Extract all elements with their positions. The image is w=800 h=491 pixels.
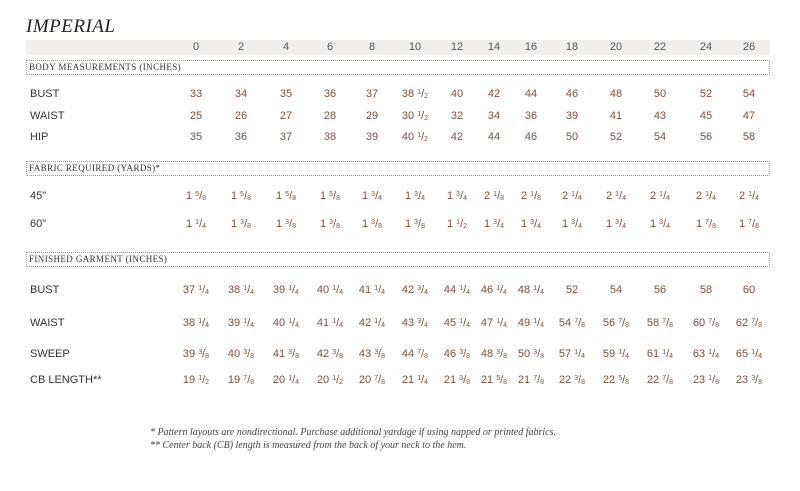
row-label: HIP bbox=[30, 131, 49, 143]
measurement-cell: 19 $^1/_2$ bbox=[182, 374, 210, 386]
measurement-cell: 27 bbox=[279, 110, 293, 122]
measurement-cell: 41 $^3/_8$ bbox=[272, 348, 300, 360]
measurement-cell: 43 bbox=[653, 110, 667, 122]
measurement-cell: 43 $^3/_8$ bbox=[358, 348, 386, 360]
measurement-cell: 20 $^7/_8$ bbox=[358, 374, 386, 386]
size-header-18: 18 bbox=[565, 41, 579, 53]
size-header-26: 26 bbox=[742, 41, 756, 53]
measurement-cell: 50 bbox=[565, 131, 579, 143]
measurement-cell: 26 bbox=[234, 110, 248, 122]
measurement-cell: 21 $^5/_8$ bbox=[480, 374, 508, 386]
measurement-cell: 1 $^5/_8$ bbox=[319, 190, 341, 202]
measurement-cell: 1 $^7/_8$ bbox=[695, 218, 717, 230]
footnotes bbox=[150, 426, 556, 452]
measurement-cell: 47 bbox=[742, 110, 756, 122]
measurement-cell: 57 $^1/_4$ bbox=[558, 348, 586, 360]
section-label-finished: FINISHED GARMENT (INCHES) bbox=[29, 253, 170, 266]
measurement-cell: 34 bbox=[234, 88, 248, 100]
measurement-cell: 37 bbox=[365, 88, 379, 100]
size-header-8: 8 bbox=[368, 41, 376, 53]
measurement-cell: 20 $^1/_2$ bbox=[316, 374, 344, 386]
size-header-14: 14 bbox=[487, 41, 501, 53]
measurement-cell: 1 $^3/_4$ bbox=[404, 190, 426, 202]
measurement-cell: 1 $^3/_8$ bbox=[275, 218, 297, 230]
measurement-cell: 59 $^1/_4$ bbox=[602, 348, 630, 360]
measurement-cell: 1 $^3/_4$ bbox=[520, 218, 542, 230]
measurement-cell: 1 $^3/_4$ bbox=[649, 218, 671, 230]
row-label: CB LENGTH** bbox=[30, 374, 102, 386]
row-label: BUST bbox=[30, 284, 60, 296]
measurement-cell: 48 $^1/_4$ bbox=[517, 284, 545, 296]
measurement-cell: 39 $^3/_8$ bbox=[182, 348, 210, 360]
section-label-body: BODY MEASUREMENTS (INCHES) bbox=[29, 61, 184, 74]
measurement-cell: 36 bbox=[323, 88, 337, 100]
measurement-cell: 23 $^3/_8$ bbox=[735, 374, 763, 386]
measurement-cell: 58 bbox=[742, 131, 756, 143]
measurement-cell: 63 $^1/_4$ bbox=[692, 348, 720, 360]
measurement-cell: 56 $^7/_8$ bbox=[602, 317, 630, 329]
measurement-cell: 1 $^1/_2$ bbox=[446, 218, 468, 230]
measurement-cell: 1 $^3/_4$ bbox=[561, 218, 583, 230]
measurement-cell: 60 $^7/_8$ bbox=[692, 317, 720, 329]
measurement-cell: 30 $^1/_2$ bbox=[401, 110, 429, 122]
row-label: WAIST bbox=[30, 317, 65, 329]
measurement-cell: 65 $^1/_4$ bbox=[735, 348, 763, 360]
measurement-cell: 44 bbox=[487, 131, 501, 143]
measurement-cell: 52 bbox=[565, 284, 579, 296]
measurement-cell: 28 bbox=[323, 110, 337, 122]
measurement-cell: 1 $^1/_4$ bbox=[185, 218, 207, 230]
measurement-cell: 45 $^1/_4$ bbox=[443, 317, 471, 329]
measurement-cell: 48 bbox=[609, 88, 623, 100]
measurement-cell: 39 $^1/_4$ bbox=[227, 317, 255, 329]
measurement-cell: 38 bbox=[323, 131, 337, 143]
section-fabric-required bbox=[26, 161, 770, 176]
measurement-cell: 40 bbox=[450, 88, 464, 100]
size-header-12: 12 bbox=[450, 41, 464, 53]
size-header-6: 6 bbox=[326, 41, 334, 53]
measurement-cell: 47 $^1/_4$ bbox=[480, 317, 508, 329]
measurement-cell: 52 bbox=[699, 88, 713, 100]
measurement-cell: 54 $^7/_8$ bbox=[558, 317, 586, 329]
size-header-22: 22 bbox=[653, 41, 667, 53]
row-label: 60" bbox=[30, 218, 47, 230]
measurement-cell: 37 bbox=[279, 131, 293, 143]
measurement-cell: 39 bbox=[565, 110, 579, 122]
measurement-cell: 38 $^1/_2$ bbox=[401, 88, 429, 100]
row-label: SWEEP bbox=[30, 348, 70, 360]
measurement-cell: 34 bbox=[487, 110, 501, 122]
measurement-cell: 62 $^7/_8$ bbox=[735, 317, 763, 329]
measurement-cell: 1 $^3/_8$ bbox=[230, 218, 252, 230]
measurement-cell: 2 $^1/_4$ bbox=[649, 190, 671, 202]
measurement-cell: 42 $^1/_4$ bbox=[358, 317, 386, 329]
measurement-cell: 44 bbox=[524, 88, 538, 100]
measurement-cell: 42 $^3/_8$ bbox=[316, 348, 344, 360]
measurement-cell: 1 $^3/_4$ bbox=[483, 218, 505, 230]
footnote-fabric: * Pattern layouts are nondirectional. Purchase additional yardage if using napped or printed fabrics. bbox=[150, 427, 556, 438]
measurement-cell: 40 $^3/_8$ bbox=[227, 348, 255, 360]
measurement-cell: 21 $^7/_8$ bbox=[517, 374, 545, 386]
measurement-cell: 58 $^7/_8$ bbox=[646, 317, 674, 329]
measurement-cell: 54 bbox=[742, 88, 756, 100]
measurement-cell: 1 $^3/_8$ bbox=[404, 218, 426, 230]
size-header-4: 4 bbox=[282, 41, 290, 53]
measurement-cell: 40 $^1/_4$ bbox=[316, 284, 344, 296]
row-label: WAIST bbox=[30, 110, 65, 122]
measurement-cell: 33 bbox=[189, 88, 203, 100]
measurement-cell: 22 $^7/_8$ bbox=[646, 374, 674, 386]
measurement-cell: 36 bbox=[524, 110, 538, 122]
measurement-cell: 41 bbox=[609, 110, 623, 122]
measurement-cell: 54 bbox=[609, 284, 623, 296]
measurement-cell: 25 bbox=[189, 110, 203, 122]
measurement-cell: 1 $^5/_8$ bbox=[275, 190, 297, 202]
measurement-cell: 42 bbox=[487, 88, 501, 100]
measurement-cell: 46 bbox=[565, 88, 579, 100]
measurement-cell: 32 bbox=[450, 110, 464, 122]
measurement-cell: 58 bbox=[699, 284, 713, 296]
measurement-cell: 1 $^3/_8$ bbox=[361, 218, 383, 230]
measurement-cell: 1 $^3/_4$ bbox=[361, 190, 383, 202]
measurement-cell: 2 $^1/_4$ bbox=[561, 190, 583, 202]
measurement-cell: 38 $^1/_4$ bbox=[182, 317, 210, 329]
measurement-cell: 1 $^5/_8$ bbox=[185, 190, 207, 202]
measurement-cell: 29 bbox=[365, 110, 379, 122]
section-body-measurements bbox=[26, 60, 770, 75]
section-label-fabric: FABRIC REQUIRED (YARDS)* bbox=[29, 162, 163, 175]
measurement-cell: 2 $^1/_4$ bbox=[695, 190, 717, 202]
measurement-cell: 43 $^3/_4$ bbox=[401, 317, 429, 329]
measurement-cell: 56 bbox=[653, 284, 667, 296]
measurement-cell: 36 bbox=[234, 131, 248, 143]
measurement-cell: 1 $^5/_8$ bbox=[230, 190, 252, 202]
measurement-cell: 46 $^1/_4$ bbox=[480, 284, 508, 296]
measurement-cell: 1 $^3/_4$ bbox=[605, 218, 627, 230]
measurement-cell: 61 $^1/_4$ bbox=[646, 348, 674, 360]
measurement-cell: 2 $^1/_4$ bbox=[605, 190, 627, 202]
section-finished-garment bbox=[26, 252, 770, 267]
measurement-cell: 44 $^7/_8$ bbox=[401, 348, 429, 360]
size-header-2: 2 bbox=[237, 41, 245, 53]
measurement-cell: 2 $^1/_8$ bbox=[483, 190, 505, 202]
measurement-cell: 20 $^1/_4$ bbox=[272, 374, 300, 386]
measurement-cell: 35 bbox=[189, 131, 203, 143]
measurement-cell: 60 bbox=[742, 284, 756, 296]
row-label: 45" bbox=[30, 190, 47, 202]
measurement-cell: 39 bbox=[365, 131, 379, 143]
measurement-cell: 45 bbox=[699, 110, 713, 122]
size-header-16: 16 bbox=[524, 41, 538, 53]
measurement-cell: 1 $^7/_8$ bbox=[738, 218, 760, 230]
measurement-cell: 56 bbox=[699, 131, 713, 143]
measurement-cell: 50 $^3/_8$ bbox=[517, 348, 545, 360]
measurement-cell: 23 $^1/_8$ bbox=[692, 374, 720, 386]
size-header-10: 10 bbox=[408, 41, 422, 53]
measurement-cell: 1 $^3/_4$ bbox=[446, 190, 468, 202]
measurement-cell: 40 $^1/_2$ bbox=[401, 131, 429, 143]
measurement-cell: 50 bbox=[653, 88, 667, 100]
measurement-cell: 41 $^1/_4$ bbox=[358, 284, 386, 296]
measurement-cell: 1 $^3/_8$ bbox=[319, 218, 341, 230]
measurement-cell: 46 bbox=[524, 131, 538, 143]
measurement-cell: 46 $^3/_8$ bbox=[443, 348, 471, 360]
measurement-cell: 38 $^1/_4$ bbox=[227, 284, 255, 296]
measurement-cell: 21 $^3/_8$ bbox=[443, 374, 471, 386]
measurement-cell: 48 $^3/_8$ bbox=[480, 348, 508, 360]
size-header-24: 24 bbox=[699, 41, 713, 53]
measurement-cell: 44 $^1/_4$ bbox=[443, 284, 471, 296]
measurement-cell: 37 $^1/_4$ bbox=[182, 284, 210, 296]
page-title: IMPERIAL bbox=[26, 16, 116, 37]
size-header-20: 20 bbox=[609, 41, 623, 53]
measurement-cell: 22 $^3/_8$ bbox=[558, 374, 586, 386]
measurement-cell: 39 $^1/_4$ bbox=[272, 284, 300, 296]
measurement-cell: 41 $^1/_4$ bbox=[316, 317, 344, 329]
size-header-0: 0 bbox=[192, 41, 200, 53]
measurement-cell: 42 $^3/_4$ bbox=[401, 284, 429, 296]
measurement-cell: 2 $^1/_4$ bbox=[738, 190, 760, 202]
measurement-cell: 22 $^5/_8$ bbox=[602, 374, 630, 386]
measurement-cell: 54 bbox=[653, 131, 667, 143]
measurement-cell: 21 $^1/_4$ bbox=[401, 374, 429, 386]
measurement-cell: 42 bbox=[450, 131, 464, 143]
measurement-cell: 35 bbox=[279, 88, 293, 100]
measurement-cell: 40 $^1/_4$ bbox=[272, 317, 300, 329]
row-label: BUST bbox=[30, 88, 60, 100]
measurement-cell: 2 $^1/_8$ bbox=[520, 190, 542, 202]
measurement-cell: 52 bbox=[609, 131, 623, 143]
footnote-cb-length: ** Center back (CB) length is measured from the back of your neck to the hem. bbox=[150, 440, 467, 451]
measurement-cell: 49 $^1/_4$ bbox=[517, 317, 545, 329]
measurement-cell: 19 $^7/_8$ bbox=[227, 374, 255, 386]
